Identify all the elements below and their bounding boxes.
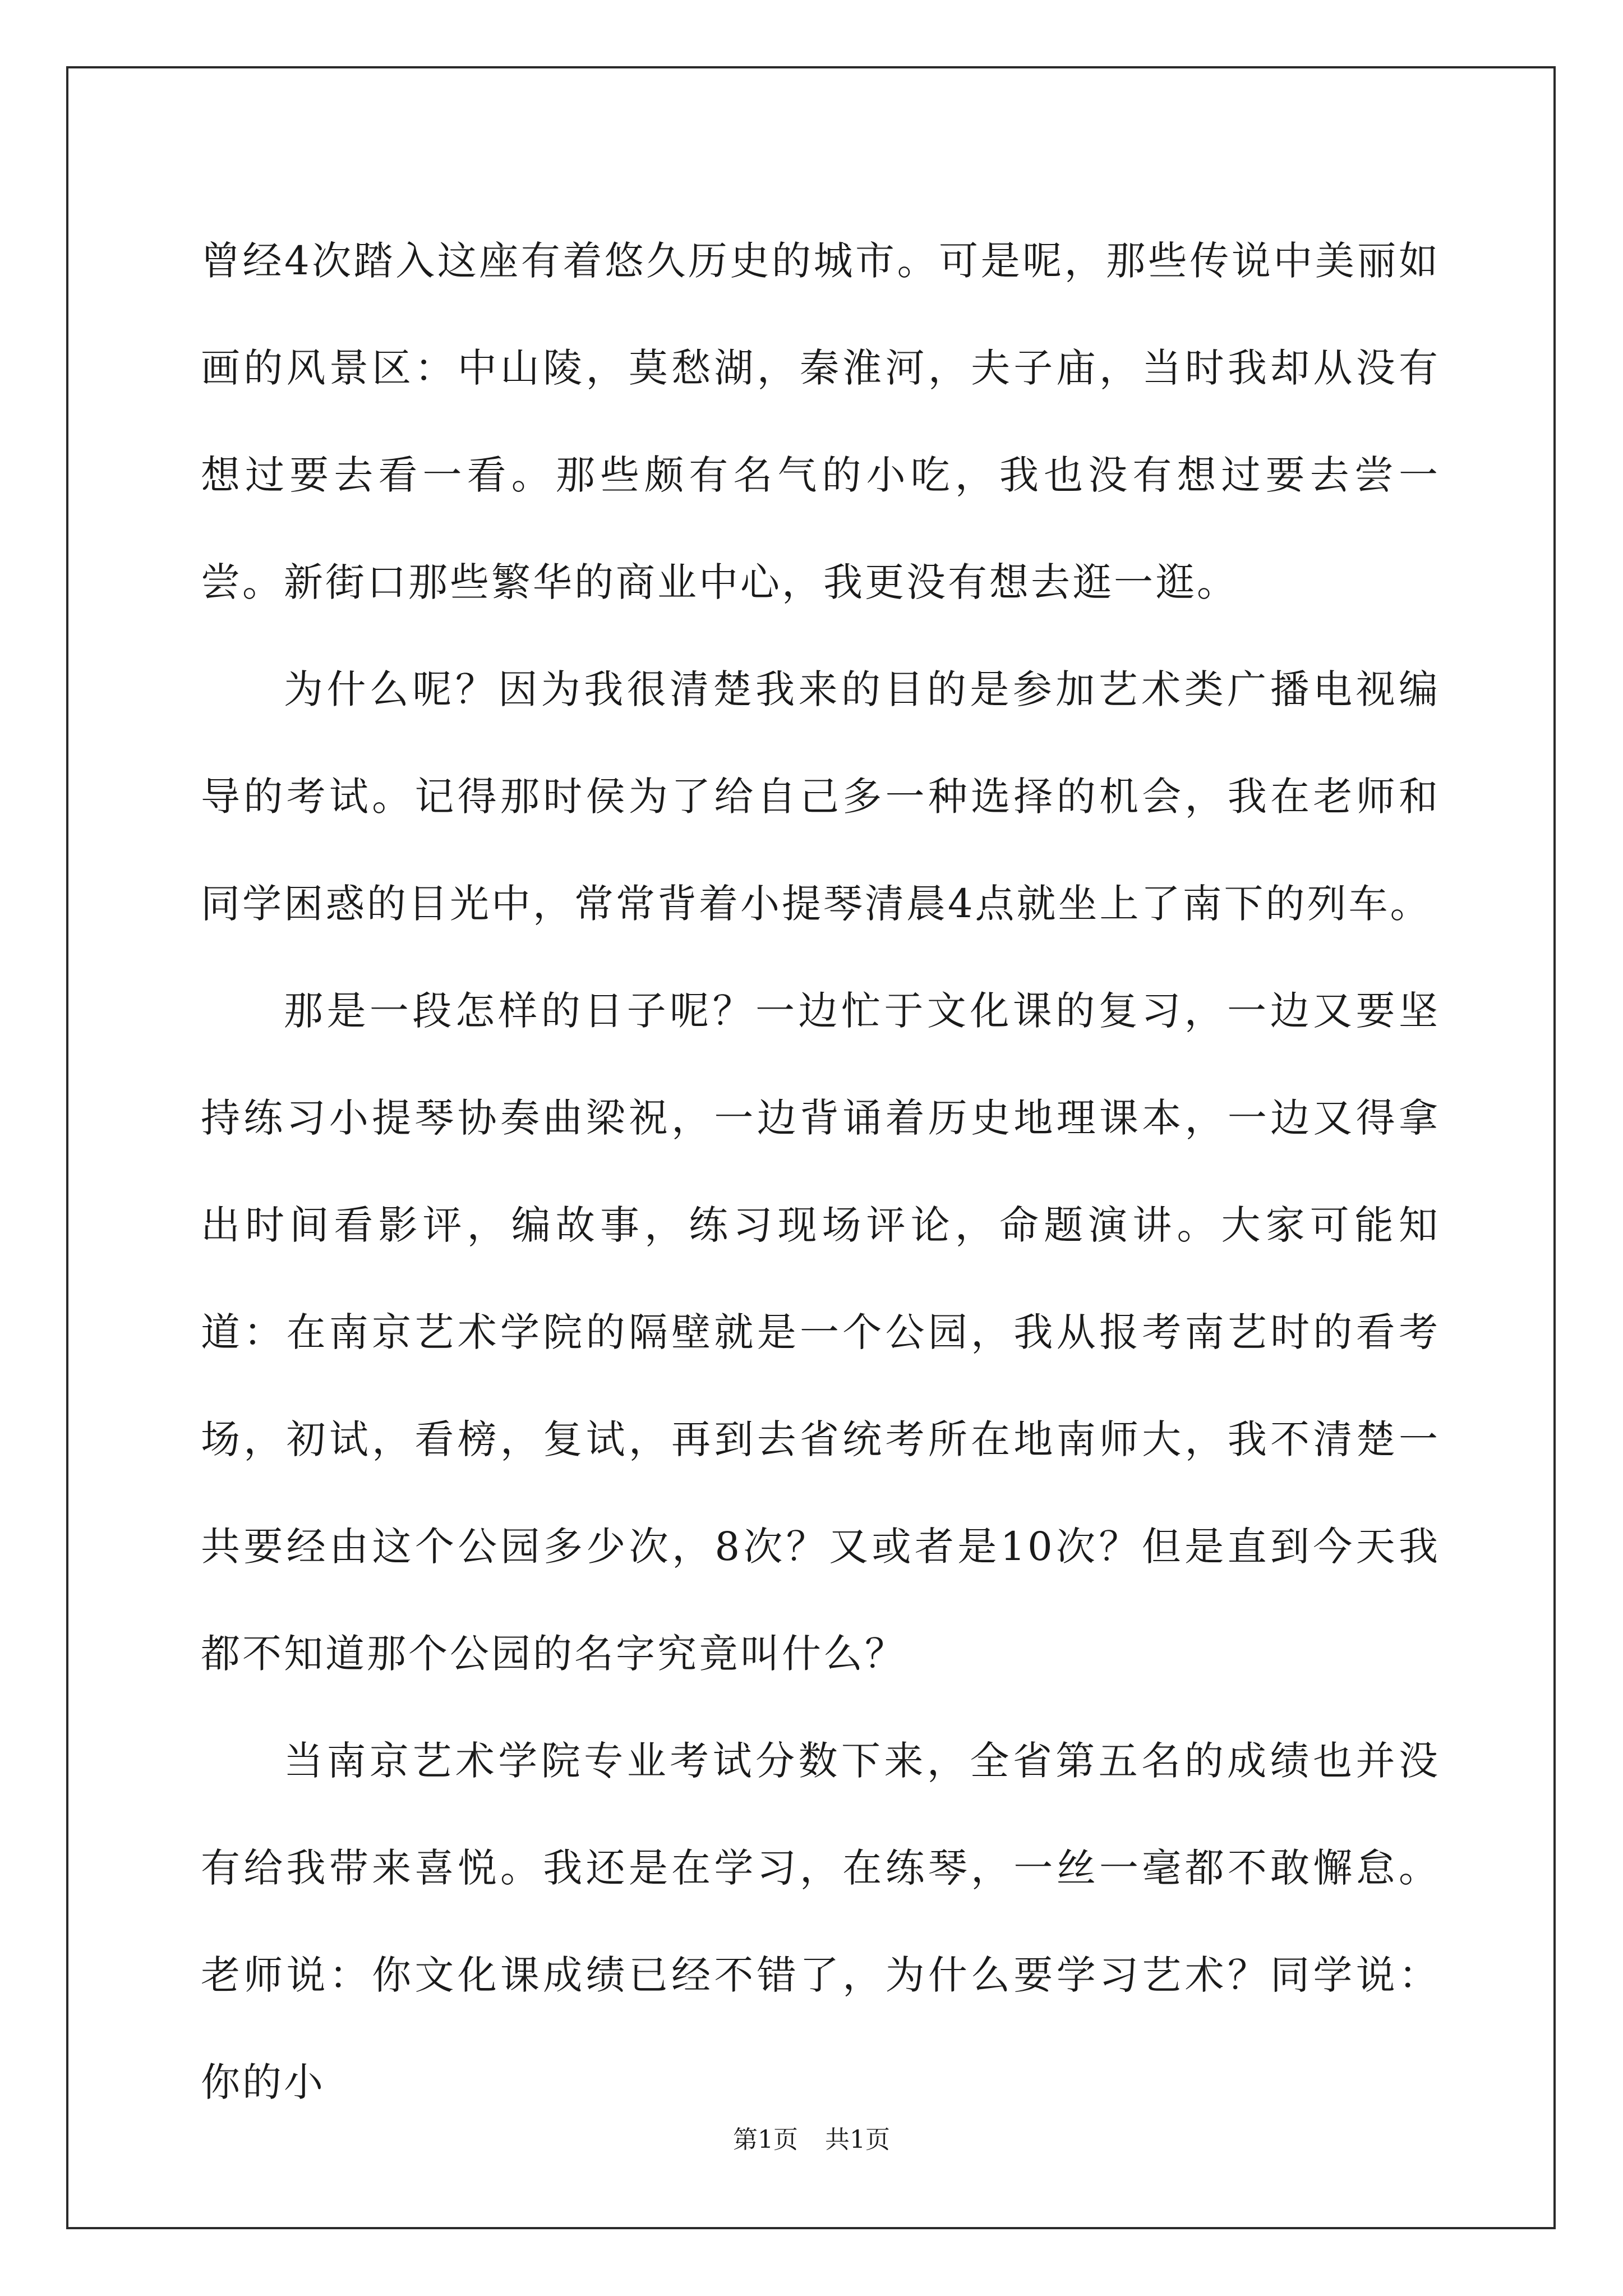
document-body <box>201 208 1440 2136</box>
paragraph-3: 那是一段怎样的日子呢？一边忙于文化课的复习，一边又要坚持练习小提琴协奏曲梁祝，一边背诵着历史地理课本，一边又得拿出时间看影评，编故事，练习现场评论，命题演讲。大家可能知道：在南京艺术学院的隔壁就是一个公园，我从报考南艺时的看考场，初试，看榜，复试，再到去省统考所在地南师大，我不清楚一共要经由这个公园多少次，8次？又或者是10次？但是直到今天我都不知道那个公园的名字究竟叫什么？ <box>201 988 1440 1677</box>
paragraph-4: 当南京艺术学院专业考试分数下来，全省第五名的成绩也并没有给我带来喜悦。我还是在学习，在练琴，一丝一毫都不敢懈怠。老师说：你文化课成绩已经不错了，为什么要学习艺术？同学说：你的小 <box>201 1738 1440 2105</box>
paragraph-2: 为什么呢？因为我很清楚我来的目的是参加艺术类广播电视编导的考试。记得那时侯为了给自己多一种选择的机会，我在老师和同学困惑的目光中，常常背着小提琴清晨4点就坐上了南下的列车。 <box>201 666 1440 927</box>
page-footer <box>0 2123 1623 2157</box>
page-number: 第1页 <box>733 2125 798 2154</box>
page-total: 共1页 <box>825 2125 890 2154</box>
paragraph-1: 曾经4次踏入这座有着悠久历史的城市。可是呢，那些传说中美丽如画的风景区：中山陵，莫愁湖，秦淮河，夫子庙，当时我却从没有想过要去看一看。那些颇有名气的小吃，我也没有想过要去尝一尝。新街口那些繁华的商业中心，我更没有想去逛一逛。 <box>201 238 1440 605</box>
